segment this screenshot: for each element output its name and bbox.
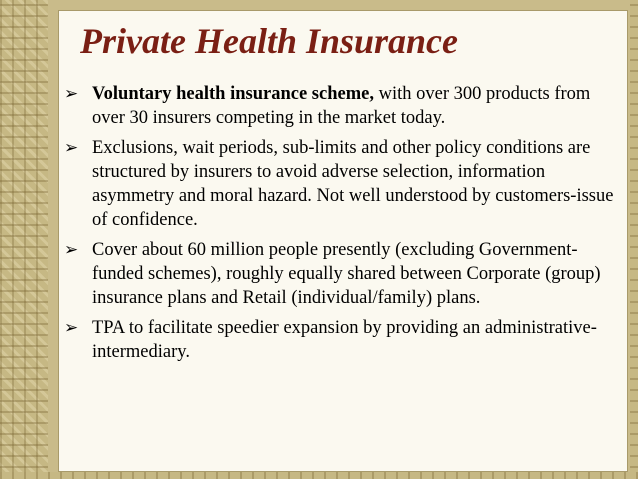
bullet-text: Cover about 60 million people presently (excluding Government-funded schemes), roughly equally shared between Corporate (group) insurance plans and Retail (individual/family) plans.	[92, 240, 601, 308]
decorative-border-right	[630, 0, 638, 479]
bullet-item	[64, 316, 620, 364]
decorative-border-left	[0, 0, 48, 479]
right-arrowhead-icon: ➢	[64, 318, 79, 337]
bullet-list	[64, 82, 620, 370]
bullet-text: Exclusions, wait periods, sub-limits and other policy conditions are structured by insurers to avoid adverse selection, information asymmetry and moral hazard. Not well understood by customers-issue of confidence.	[92, 138, 614, 230]
bullet-text: with over 300 products from over 30 insurers competing in the market today.	[92, 84, 591, 128]
bullet-text: TPA to facilitate speedier expansion by providing an administrative-intermediary.	[92, 318, 597, 362]
bullet-lead: Voluntary health insurance scheme,	[92, 84, 374, 104]
bullet-item	[64, 136, 620, 232]
right-arrowhead-icon: ➢	[64, 138, 79, 157]
decorative-border-bottom	[0, 472, 638, 479]
right-arrowhead-icon: ➢	[64, 240, 79, 259]
bullet-item	[64, 238, 620, 310]
bullet-item	[64, 82, 620, 130]
right-arrowhead-icon: ➢	[64, 84, 79, 103]
slide-title: Private Health Insurance	[80, 21, 459, 61]
